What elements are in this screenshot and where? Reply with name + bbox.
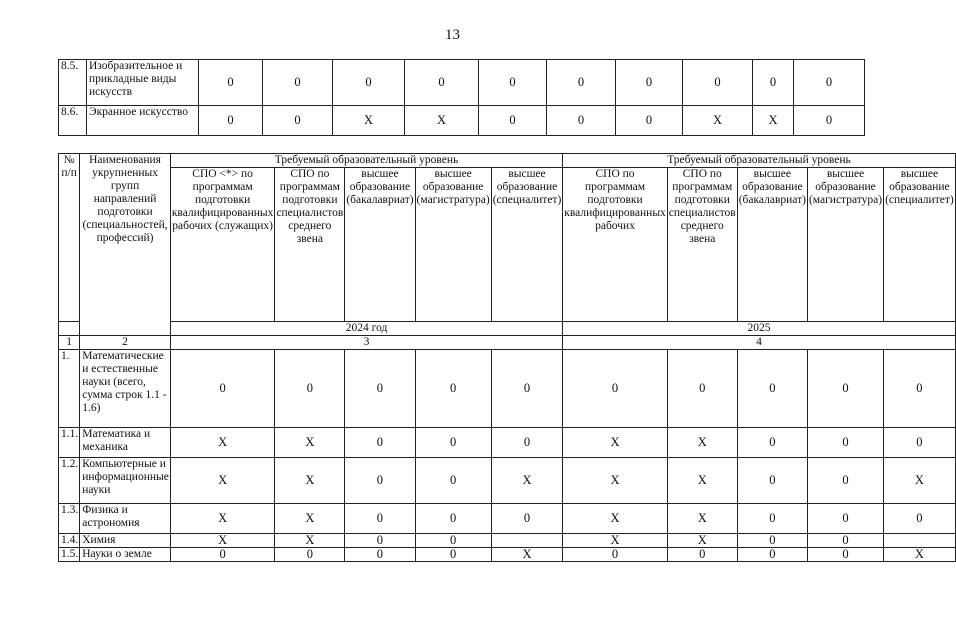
cell: 0 [563, 350, 668, 428]
cell: 0 [199, 106, 263, 136]
cell: 0 [807, 504, 883, 534]
cell: 0 [415, 350, 491, 428]
table-row [59, 428, 956, 458]
cell: X [563, 504, 668, 534]
row-number: 8.5. [59, 60, 87, 106]
index-cell: 2 [80, 336, 171, 350]
cell: 0 [345, 428, 415, 458]
cell: 0 [415, 458, 491, 504]
row-name: Экранное искусство [87, 106, 199, 136]
cell: 0 [479, 106, 547, 136]
cell: 0 [263, 106, 333, 136]
cell: X [563, 534, 668, 548]
education-level-table [58, 153, 956, 562]
cell: 0 [737, 548, 807, 562]
cell: 0 [405, 60, 479, 106]
row-name: Химия [80, 534, 171, 548]
cell: X [275, 504, 345, 534]
cell: 0 [794, 60, 865, 106]
header-col: высшее образование (специалитет) [491, 168, 563, 322]
header-name: Наименования укрупненных групп направлений подготовки (специальностей, профессий) [80, 154, 171, 336]
row-name: Науки о земле [80, 548, 171, 562]
cell: 0 [345, 350, 415, 428]
cell: 0 [491, 504, 563, 534]
cell: X [170, 458, 275, 504]
header-col: СПО <*> по программам подготовки квалифицированных рабочих (служащих) [170, 168, 275, 322]
header-row [59, 168, 956, 322]
header-num: № п/п [59, 154, 80, 322]
cell: 0 [479, 60, 547, 106]
cell: 0 [563, 548, 668, 562]
header-col: СПО по программам подготовки квалифицированных рабочих [563, 168, 668, 322]
row-number: 1.4. [59, 534, 80, 548]
cell: 0 [170, 548, 275, 562]
cell: X [405, 106, 479, 136]
cell [884, 534, 956, 548]
cell: 0 [345, 534, 415, 548]
cell: X [275, 458, 345, 504]
table-row [59, 350, 956, 428]
cell: X [491, 548, 563, 562]
cell: 0 [737, 534, 807, 548]
cell: 0 [170, 350, 275, 428]
table-row [59, 504, 956, 534]
cell: 0 [807, 534, 883, 548]
cell: X [333, 106, 405, 136]
header-col: СПО по программам подготовки специалистов среднего звена [275, 168, 345, 322]
header-col: высшее образование (магистратура) [415, 168, 491, 322]
row-name: Изобразительное и прикладные виды искусств [87, 60, 199, 106]
row-number: 8.6. [59, 106, 87, 136]
header-col: высшее образование (бакалавриат) [737, 168, 807, 322]
row-number: 1.3. [59, 504, 80, 534]
cell: 0 [491, 428, 563, 458]
cell: 0 [345, 458, 415, 504]
cell: X [275, 534, 345, 548]
row-name: Математика и механика [80, 428, 171, 458]
cell: 0 [807, 458, 883, 504]
cell: 0 [263, 60, 333, 106]
cell: 0 [737, 350, 807, 428]
cell: X [563, 458, 668, 504]
cell: 0 [345, 504, 415, 534]
cell: 0 [345, 548, 415, 562]
cell: X [884, 548, 956, 562]
row-name: Компьютерные и информационные науки [80, 458, 171, 504]
cell: 0 [667, 350, 737, 428]
year-2024: 2024 год [170, 322, 562, 336]
row-number: 1.5. [59, 548, 80, 562]
cell: 0 [884, 350, 956, 428]
row-number: 1.2. [59, 458, 80, 504]
cell: 0 [415, 548, 491, 562]
cell: 0 [683, 60, 753, 106]
header-row [59, 154, 956, 168]
cell: 0 [737, 428, 807, 458]
cell: 0 [667, 548, 737, 562]
table-row [59, 548, 956, 562]
cell: X [170, 534, 275, 548]
cell: 0 [491, 350, 563, 428]
cell: X [667, 428, 737, 458]
index-cell: 3 [170, 336, 562, 350]
row-name: Физика и астрономия [80, 504, 171, 534]
cell: X [667, 504, 737, 534]
table-row [59, 458, 956, 504]
cell: X [275, 428, 345, 458]
table-row [59, 60, 865, 106]
cell: 0 [275, 350, 345, 428]
cell: 0 [737, 504, 807, 534]
year-row [59, 322, 956, 336]
cell: 0 [794, 106, 865, 136]
cell: 0 [415, 504, 491, 534]
continuation-table [58, 59, 865, 136]
cell: 0 [616, 60, 683, 106]
cell: 0 [737, 458, 807, 504]
cell: 0 [807, 428, 883, 458]
cell: X [491, 458, 563, 504]
cell: 0 [333, 60, 405, 106]
cell: X [884, 458, 956, 504]
cell: X [170, 428, 275, 458]
cell: 0 [616, 106, 683, 136]
cell: X [753, 106, 794, 136]
header-col: высшее образование (специалитет) [884, 168, 956, 322]
cell: X [563, 428, 668, 458]
cell: 0 [415, 428, 491, 458]
cell: X [667, 458, 737, 504]
index-cell: 4 [563, 336, 955, 350]
header-col: СПО по программам подготовки специалистов среднего звена [667, 168, 737, 322]
cell: 0 [547, 60, 616, 106]
header-col: высшее образование (бакалавриат) [345, 168, 415, 322]
cell [491, 534, 563, 548]
cell: 0 [884, 428, 956, 458]
cell: 0 [807, 548, 883, 562]
cell: 0 [807, 350, 883, 428]
cell: X [170, 504, 275, 534]
row-number: 1.1. [59, 428, 80, 458]
index-row [59, 336, 956, 350]
cell: 0 [199, 60, 263, 106]
header-group-2024: Требуемый образовательный уровень [170, 154, 562, 168]
year-2025: 2025 [563, 322, 955, 336]
cell: 0 [415, 534, 491, 548]
index-cell: 1 [59, 336, 80, 350]
page-number: 13 [445, 27, 460, 43]
cell: X [667, 534, 737, 548]
cell: X [683, 106, 753, 136]
empty-cell [59, 322, 80, 336]
cell: 0 [753, 60, 794, 106]
table-row [59, 534, 956, 548]
cell: 0 [547, 106, 616, 136]
row-number: 1. [59, 350, 80, 428]
cell: 0 [275, 548, 345, 562]
header-col: высшее образование (магистратура) [807, 168, 883, 322]
header-group-2025: Требуемый образовательный уровень [563, 154, 955, 168]
table-row [59, 106, 865, 136]
cell: 0 [884, 504, 956, 534]
row-name: Математические и естественные науки (всего, сумма строк 1.1 - 1.6) [80, 350, 171, 428]
